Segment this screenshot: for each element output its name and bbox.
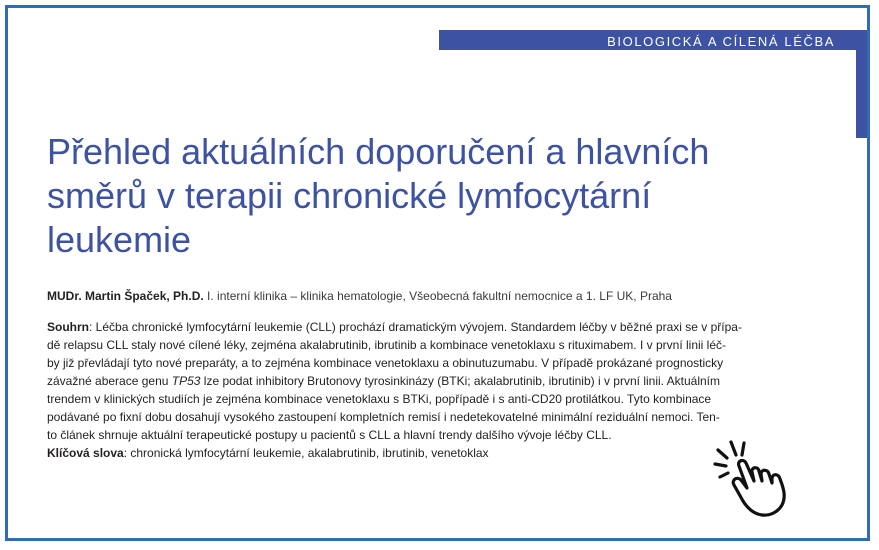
hand-pointer-click-icon[interactable] [712, 437, 804, 519]
abstract-line: dě relapsu CLL staly nové cílené léky, zejména akalabrutinib, ibrutinib a kombinace venetoklaxu s rituximabem. I v první linii léč- [47, 338, 726, 352]
keywords-text: : chronická lymfocytární leukemie, akalabrutinib, ibrutinib, venetoklax [123, 446, 489, 460]
title-line: Přehled aktuálních doporučení a hlavních [47, 131, 710, 172]
abstract-label: Souhrn [47, 320, 89, 334]
gene-name: TP53 [171, 374, 201, 388]
title-line: leukemie [47, 219, 192, 260]
title-line: směrů v terapii chronické lymfocytární [47, 175, 652, 216]
abstract-line: to článek shrnuje aktuální terapeutické postupy u pacientů s CLL a hlavní trendy dalšího vývoje léčby CLL. [47, 428, 612, 442]
keywords-label: Klíčová slova [47, 446, 124, 460]
section-header-accent [856, 30, 867, 138]
keywords-line [47, 444, 807, 462]
abstract-line: podávané po fixní dobu dosahují vysokého zastoupení kompletních remisí i nedetekovatelné minimální reziduální nemoci. Ten- [47, 410, 720, 424]
abstract [47, 318, 807, 462]
abstract-line: závažné aberace genu TP53 lze podat inhibitory Brutonovy tyrosinkinázy (BTKi; akalabrutinib, ibrutinib) i v první linii. Aktuálním [47, 374, 721, 388]
article-title [47, 130, 837, 262]
author-line [47, 289, 847, 303]
abstract-line: Souhrn: Léčba chronické lymfocytární leukemie (CLL) prochází dramatickým vývojem. Standardem léčby v běžné praxi se v přípa- [47, 320, 742, 334]
abstract-line: trendem v klinických studiích je zejména kombinace venetoklaxu s BTKi, popřípadě i s anti-CD20 protilátkou. Tyto kombinace [47, 392, 712, 406]
author-name: MUDr. Martin Špaček, Ph.D. [47, 289, 204, 303]
author-affiliation: I. interní klinika – klinika hematologie, Všeobecná fakultní nemocnice a 1. LF UK, Praha [207, 289, 672, 303]
abstract-line: by již převládají tyto nové preparáty, a to zejména kombinace venetoklaxu a obinutuzumabu. V případě prokázané prognosticky [47, 356, 724, 370]
section-label: BIOLOGICKÁ A CÍLENÁ LÉČBA [607, 34, 835, 49]
